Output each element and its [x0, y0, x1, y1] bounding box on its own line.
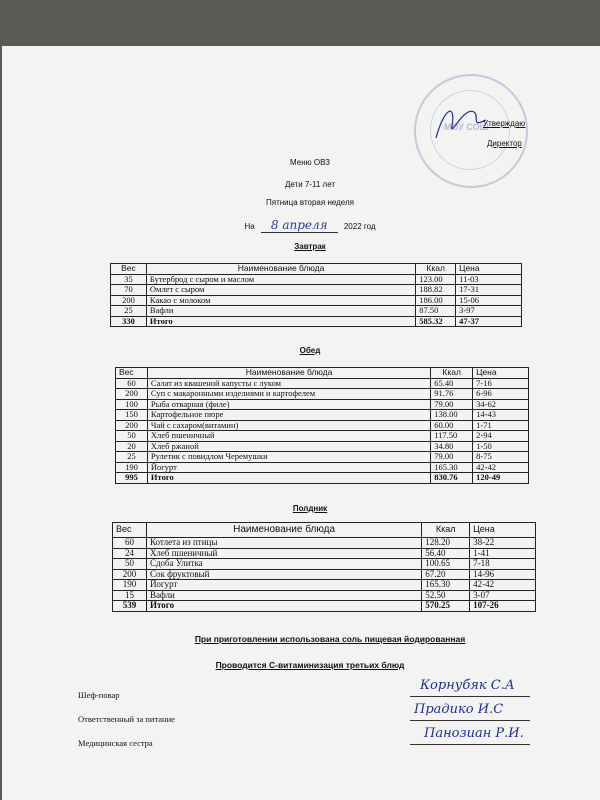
- kcal-cell: 60.00: [431, 420, 473, 431]
- stamp-text: МОУ СОШ: [444, 122, 489, 132]
- total-label: Итого: [146, 316, 415, 327]
- total-price: 107-26: [470, 601, 536, 612]
- total-kcal: 830.76: [431, 473, 473, 484]
- weight-cell: 200: [116, 420, 148, 431]
- weight-cell: 50: [116, 431, 148, 442]
- name-cell: Салат из квашеной капусты с луком: [147, 378, 430, 389]
- col-price: Цена: [456, 264, 522, 275]
- name-cell: Вафли: [146, 306, 415, 317]
- total-weight: 330: [111, 316, 147, 327]
- price-cell: 42-42: [470, 580, 536, 591]
- kcal-cell: 67.20: [422, 569, 470, 580]
- director-label: Директор: [487, 139, 522, 148]
- children-title: Дети 7-11 лет: [284, 180, 336, 189]
- col-kcal: Ккал: [422, 523, 470, 538]
- name-cell: Какао с молоком: [146, 295, 415, 306]
- snack-table: [112, 522, 536, 612]
- col-weight: Вес: [116, 368, 148, 379]
- weight-cell: 20: [116, 441, 148, 452]
- kcal-cell: 65.40: [431, 378, 473, 389]
- sign-line-nurse: [410, 744, 530, 745]
- kcal-cell: 87.50: [416, 306, 456, 317]
- name-cell: Вафли: [146, 590, 421, 601]
- day-title: Пятница вторая неделя: [266, 198, 354, 207]
- weight-cell: 25: [111, 306, 147, 317]
- col-weight: Вес: [111, 264, 147, 275]
- snack-total-row: [113, 601, 536, 612]
- price-cell: 8-75: [473, 452, 529, 463]
- kcal-cell: 128.20: [422, 538, 470, 549]
- price-cell: 14-43: [473, 410, 529, 421]
- price-cell: 1-71: [473, 420, 529, 431]
- date-suffix: 2022 год: [343, 222, 376, 231]
- breakfast-title: Завтрак: [294, 242, 326, 251]
- name-cell: Сок фруктовый: [146, 569, 421, 580]
- price-cell: 1-41: [470, 548, 536, 559]
- price-cell: 11-03: [456, 274, 522, 285]
- price-cell: 7-18: [470, 559, 536, 570]
- total-price: 120-49: [473, 473, 529, 484]
- signature-nurse: Панозиан Р.И.: [424, 726, 524, 741]
- total-price: 47-37: [456, 316, 522, 327]
- breakfast-total-row: [111, 316, 522, 327]
- total-kcal: 585.32: [416, 316, 456, 327]
- lunch-row: [116, 378, 529, 389]
- breakfast-row: [111, 274, 522, 285]
- name-cell: Хлеб пшеничный: [147, 431, 430, 442]
- snack-row: [113, 548, 536, 559]
- role-chef: Шеф-повар: [78, 690, 120, 700]
- kcal-cell: 123.00: [416, 274, 456, 285]
- price-cell: 6-96: [473, 389, 529, 400]
- snack-title: Полдник: [292, 504, 328, 513]
- role-nurse: Медицинская сестра: [78, 738, 153, 748]
- breakfast-row: [111, 306, 522, 317]
- lunch-row: [116, 399, 529, 410]
- price-cell: 15-06: [456, 295, 522, 306]
- total-label: Итого: [146, 601, 421, 612]
- price-cell: 42-42: [473, 462, 529, 473]
- weight-cell: 190: [113, 580, 147, 591]
- kcal-cell: 138.00: [431, 410, 473, 421]
- weight-cell: 100: [116, 399, 148, 410]
- breakfast-row: [111, 285, 522, 296]
- lunch-row: [116, 462, 529, 473]
- total-weight: 539: [113, 601, 147, 612]
- date-handwritten: 8 апреля: [261, 218, 338, 233]
- sign-line-chef: [410, 696, 530, 697]
- kcal-cell: 165.30: [431, 462, 473, 473]
- name-cell: Сдоба Улитка: [146, 559, 421, 570]
- price-cell: 34-62: [473, 399, 529, 410]
- col-kcal: Ккал: [416, 264, 456, 275]
- weight-cell: 60: [116, 378, 148, 389]
- weight-cell: 200: [111, 295, 147, 306]
- date-prefix: На: [244, 222, 255, 231]
- total-kcal: 570.25: [422, 601, 470, 612]
- lunch-row: [116, 431, 529, 442]
- signature-chef: Корнубяк С.А: [420, 678, 515, 693]
- breakfast-row: [111, 295, 522, 306]
- weight-cell: 24: [113, 548, 147, 559]
- name-cell: Бутерброд с сыром и маслом: [146, 274, 415, 285]
- weight-cell: 190: [116, 462, 148, 473]
- kcal-cell: 100.65: [422, 559, 470, 570]
- kcal-cell: 165.30: [422, 580, 470, 591]
- col-kcal: Ккал: [431, 368, 473, 379]
- approve-label: Утверждаю: [483, 119, 526, 128]
- director-signature: [430, 98, 490, 148]
- total-label: Итого: [147, 473, 430, 484]
- lunch-total-row: [116, 473, 529, 484]
- sign-line-nutrition: [410, 720, 530, 721]
- col-price: Цена: [470, 523, 536, 538]
- col-weight: Вес: [113, 523, 147, 538]
- snack-row: [113, 559, 536, 570]
- col-price: Цена: [473, 368, 529, 379]
- price-cell: 38-22: [470, 538, 536, 549]
- weight-cell: 35: [111, 274, 147, 285]
- price-cell: 17-31: [456, 285, 522, 296]
- lunch-row: [116, 389, 529, 400]
- name-cell: Суп с макаронными изделиями и картофелем: [147, 389, 430, 400]
- lunch-table: [115, 367, 529, 484]
- lunch-row: [116, 452, 529, 463]
- kcal-cell: 79.00: [431, 399, 473, 410]
- menu-title: Меню ОВЗ: [290, 158, 330, 167]
- price-cell: 7-16: [473, 378, 529, 389]
- date-line: [10, 218, 600, 233]
- salt-note: При приготовлении использована соль пищевая йодированная: [194, 634, 466, 644]
- price-cell: 2-94: [473, 431, 529, 442]
- role-nutrition: Ответственный за питание: [78, 714, 175, 724]
- kcal-cell: 186.00: [416, 295, 456, 306]
- weight-cell: 70: [111, 285, 147, 296]
- price-cell: 3-07: [470, 590, 536, 601]
- name-cell: Рулетик с повидлом Черемушки: [147, 452, 430, 463]
- snack-row: [113, 538, 536, 549]
- weight-cell: 50: [113, 559, 147, 570]
- vitamin-note: Проводится С-витаминизация третьих блюд: [215, 660, 405, 670]
- breakfast-table: [110, 263, 522, 327]
- weight-cell: 25: [116, 452, 148, 463]
- total-weight: 995: [116, 473, 148, 484]
- kcal-cell: 79.00: [431, 452, 473, 463]
- weight-cell: 200: [116, 389, 148, 400]
- name-cell: Омлет с сыром: [146, 285, 415, 296]
- name-cell: Хлеб пшеничный: [146, 548, 421, 559]
- price-cell: 3-97: [456, 306, 522, 317]
- name-cell: Йогурт: [147, 462, 430, 473]
- kcal-cell: 188.82: [416, 285, 456, 296]
- col-name: Наименование блюда: [147, 368, 430, 379]
- snack-row: [113, 569, 536, 580]
- col-name: Наименование блюда: [146, 264, 415, 275]
- weight-cell: 200: [113, 569, 147, 580]
- signature-nutrition: Прадико И.С: [414, 702, 504, 717]
- lunch-header-row: [116, 368, 529, 379]
- kcal-cell: 117.50: [431, 431, 473, 442]
- lunch-row: [116, 410, 529, 421]
- kcal-cell: 52.50: [422, 590, 470, 601]
- name-cell: Йогурт: [146, 580, 421, 591]
- kcal-cell: 91.76: [431, 389, 473, 400]
- snack-header-row: [113, 523, 536, 538]
- weight-cell: 150: [116, 410, 148, 421]
- name-cell: Чай с сахаром(витамин): [147, 420, 430, 431]
- col-name: Наименование блюда: [146, 523, 421, 538]
- kcal-cell: 56.40: [422, 548, 470, 559]
- price-cell: 1-50: [473, 441, 529, 452]
- name-cell: Хлеб ржаной: [147, 441, 430, 452]
- breakfast-header-row: [111, 264, 522, 275]
- lunch-row: [116, 420, 529, 431]
- lunch-row: [116, 441, 529, 452]
- name-cell: Рыба отварная (филе): [147, 399, 430, 410]
- snack-row: [113, 580, 536, 591]
- lunch-title: Обед: [299, 346, 321, 355]
- name-cell: Картофельное пюре: [147, 410, 430, 421]
- name-cell: Котлета из птицы: [146, 538, 421, 549]
- kcal-cell: 34.80: [431, 441, 473, 452]
- weight-cell: 15: [113, 590, 147, 601]
- snack-row: [113, 590, 536, 601]
- price-cell: 14-96: [470, 569, 536, 580]
- weight-cell: 60: [113, 538, 147, 549]
